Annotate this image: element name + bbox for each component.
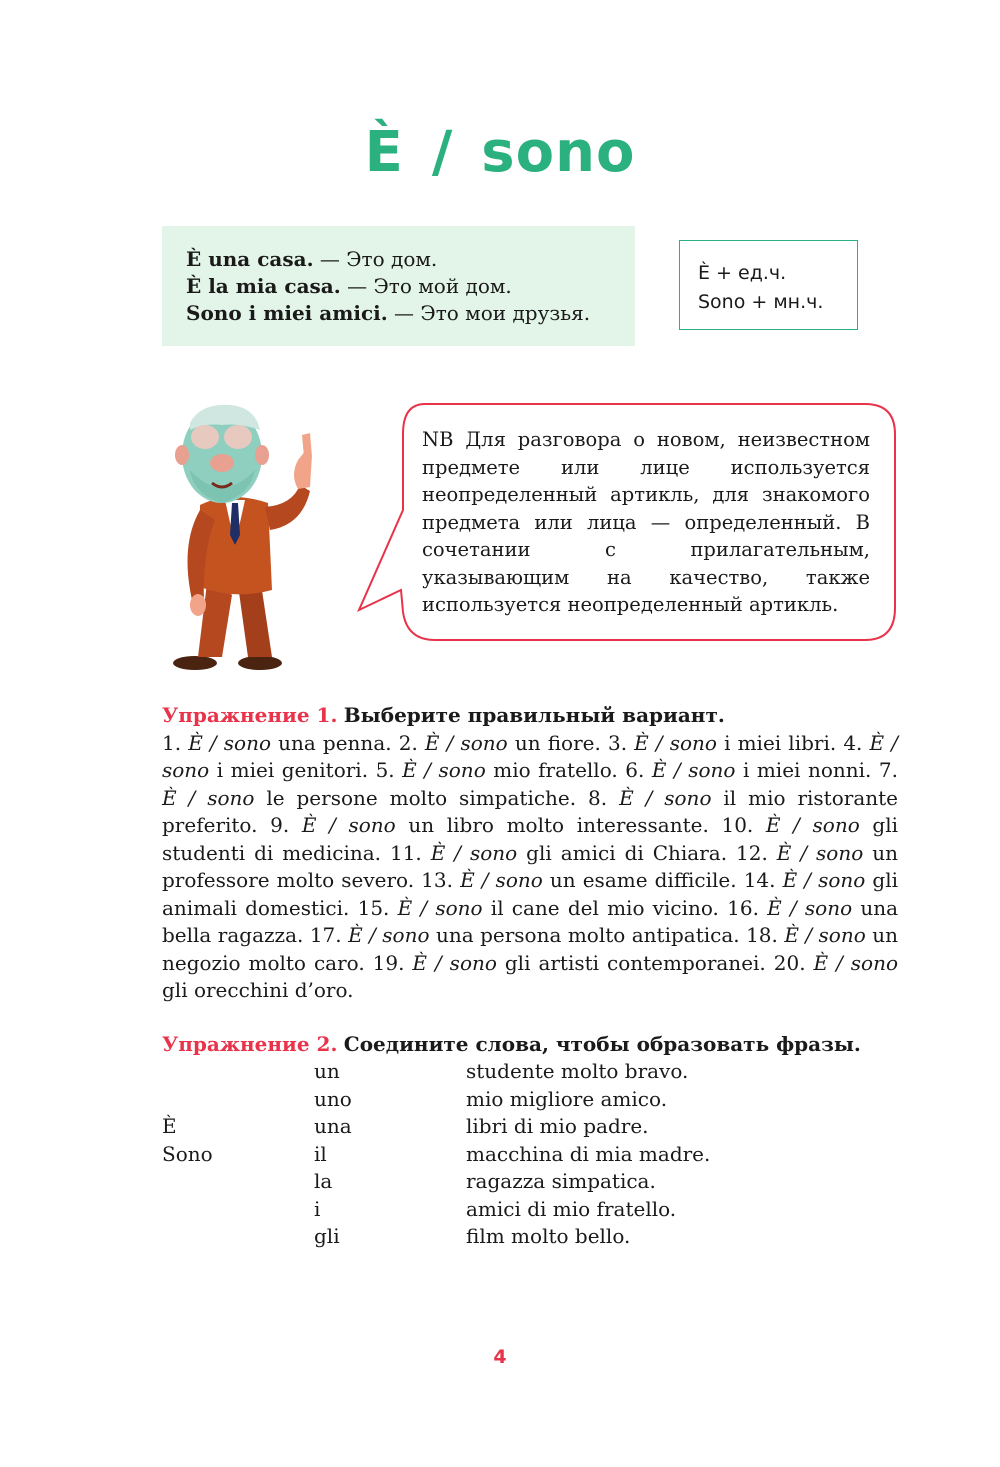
matching-row (162, 1113, 898, 1141)
exercise-2-label: Упражнение 2. (162, 1032, 338, 1056)
exercise-item-text: un libro molto interessante. (395, 813, 722, 837)
article-cell: una (314, 1114, 352, 1138)
matching-row (162, 1086, 898, 1114)
exercise-item (376, 758, 626, 782)
phrase-cell: mio migliore amico. (466, 1086, 668, 1111)
exercise-item-choice[interactable]: È / sono (162, 785, 255, 810)
phrase-cell: libri di mio padre. (466, 1114, 649, 1138)
exercise-item-number: 6. (625, 758, 652, 782)
exercise-item-number: 16. (727, 895, 768, 920)
title-slash: / (431, 120, 454, 185)
verb-cell: Sono (162, 1141, 213, 1166)
exercise-item (373, 951, 774, 975)
exercise-item-text: gli amici di Chiara. (517, 840, 737, 865)
exercise-item-text: mio fratello. (485, 758, 626, 782)
rule-box (679, 240, 858, 330)
exercise-item (608, 731, 843, 755)
exercise-item (162, 731, 399, 755)
exercise-item-choice[interactable]: È / sono (634, 730, 717, 755)
article-cell: un (314, 1059, 340, 1083)
exercise-item-choice[interactable]: È / sono (651, 758, 736, 782)
exercise-item-number: 13. (421, 868, 461, 892)
exercise-item-text: le persone molto simpatiche. (254, 785, 589, 810)
phrase-cell: macchina di mia madre. (466, 1141, 711, 1166)
exercise-item-choice[interactable]: È / sono (460, 868, 543, 892)
exercise-item-number: 5. (375, 758, 403, 782)
exercise-item-number: 12. (736, 840, 777, 865)
exercise-item-text: un negozio molto caro. (162, 923, 898, 975)
exercise-item-choice[interactable]: È / sono (301, 813, 396, 837)
article-cell: i (314, 1196, 321, 1221)
matching-row (162, 1058, 898, 1086)
article-cell: gli (314, 1224, 340, 1248)
exercise-1-instruction: Выберите правильный вариант. (343, 703, 725, 727)
matching-row (162, 1223, 898, 1251)
article-cell: uno (314, 1086, 352, 1111)
exercise-item-text: un esame difficile. (542, 868, 744, 892)
exercise-item-choice[interactable]: È / sono (402, 758, 486, 782)
exercise-1 (162, 702, 898, 1005)
exercise-item (358, 896, 728, 920)
exercise-item-text: un fiore. (507, 730, 608, 755)
example-line: È una casa. — Это дом. (186, 247, 438, 271)
phrase-cell: studente molto bravo. (466, 1059, 689, 1083)
page-number: 4 (493, 1346, 507, 1368)
rule-plural: Sono + мн.ч. (698, 291, 824, 313)
exercise-item-choice[interactable]: È / sono (767, 895, 853, 920)
exercise-item-text: i miei nonni. (735, 758, 879, 782)
exercise-item (625, 758, 879, 782)
exercise-item-choice[interactable]: È / sono (412, 950, 497, 975)
exercise-item-text: gli artisti contemporanei. (496, 950, 774, 975)
examples-box (162, 226, 635, 346)
exercise-item-choice[interactable]: È / sono (162, 730, 898, 782)
exercise-item (310, 923, 746, 947)
exercise-2-instruction: Соедините слова, чтобы образовать фразы. (343, 1032, 861, 1056)
exercise-item-number: 2. (398, 730, 425, 755)
exercise-item-number: 19. (372, 950, 413, 975)
exercise-item-text: una persona molto antipatica. (429, 923, 747, 947)
exercise-item-number: 20. (773, 950, 814, 975)
exercise-item-number: 8. (588, 785, 620, 810)
exercise-item-number: 14. (743, 868, 783, 892)
exercise-item-number: 10. (721, 813, 766, 837)
exercise-item (421, 868, 744, 892)
exercise-item-number: 4. (843, 730, 870, 755)
exercise-item-choice[interactable]: È / sono (776, 840, 864, 865)
example-line: Sono i miei amici. — Это мои друзья. (186, 301, 591, 325)
exercise-item (270, 813, 721, 837)
exercise-item (399, 731, 608, 755)
exercise-item-text: gli animali domestici. (162, 868, 899, 920)
verb-cell: È (162, 1114, 177, 1138)
exercise-1-label: Упражнение 1. (162, 703, 338, 727)
exercise-1-items (162, 730, 898, 1005)
exercise-item-choice[interactable]: È / sono (348, 923, 430, 947)
title-right: sono (481, 120, 636, 185)
exercise-item-choice[interactable]: È / sono (784, 923, 866, 947)
exercise-item-choice[interactable]: È / sono (424, 730, 508, 755)
exercise-item-number: 9. (270, 813, 302, 837)
article-cell: la (314, 1169, 333, 1193)
exercise-item (390, 841, 736, 865)
phrase-cell: amici di mio fratello. (466, 1196, 677, 1221)
exercise-item-choice[interactable]: È / sono (188, 730, 271, 755)
matching-row (162, 1168, 898, 1196)
exercise-item-number: 1. (162, 730, 189, 755)
nb-note: NB Для разговора о новом, неизвестном предмете или лице используется неопределенный артикль, для знакомого предмета или лица — определенный. В сочетании с прилагательным, указывающим на качество, также используется неопределенный артикль. (422, 428, 870, 616)
exercise-item-number: 15. (357, 895, 398, 920)
professor-illustration (160, 395, 360, 675)
exercise-item-choice[interactable]: È / sono (782, 868, 866, 892)
matching-table (162, 1058, 898, 1251)
phrase-cell: film molto bello. (466, 1224, 631, 1248)
exercise-item-choice[interactable]: È / sono (813, 950, 899, 975)
exercise-item-text: una penna. (271, 730, 399, 755)
exercise-item-choice[interactable]: È / sono (765, 813, 860, 837)
exercise-item-number: 17. (309, 923, 349, 947)
exercise-item-number: 11. (389, 840, 431, 865)
exercise-2-heading (162, 1031, 898, 1059)
exercise-item-number: 18. (746, 923, 785, 947)
exercise-item-text: il mio ristorante preferito. (162, 785, 898, 837)
article-cell: il (314, 1141, 327, 1166)
exercise-item-text: gli studenti di medicina. (162, 813, 899, 865)
matching-row (162, 1196, 898, 1224)
example-line: È la mia casa. — Это мой дом. (186, 274, 512, 298)
rule-singular: È + ед.ч. (698, 262, 787, 284)
exercise-item-text: un professore molto severo. (162, 840, 898, 892)
exercise-item-number: 3. (607, 730, 635, 755)
exercise-item-choice[interactable]: È / sono (397, 895, 483, 920)
exercise-item-number: 7. (878, 758, 898, 782)
page-title (0, 120, 1000, 185)
exercise-item-text: i miei genitori. (209, 758, 376, 782)
phrase-cell: ragazza simpatica. (466, 1169, 656, 1193)
exercise-item-text: una bella ragazza. (162, 895, 899, 947)
exercise-item-choice[interactable]: È / sono (619, 785, 712, 810)
exercise-item-text: i miei libri. (716, 730, 844, 755)
title-left: È (364, 120, 404, 185)
exercise-item-text: il cane del mio vicino. (482, 895, 728, 920)
exercise-item-text: gli orecchini d’oro. (162, 978, 354, 1002)
exercise-item-choice[interactable]: È / sono (430, 840, 518, 865)
matching-row (162, 1141, 898, 1169)
